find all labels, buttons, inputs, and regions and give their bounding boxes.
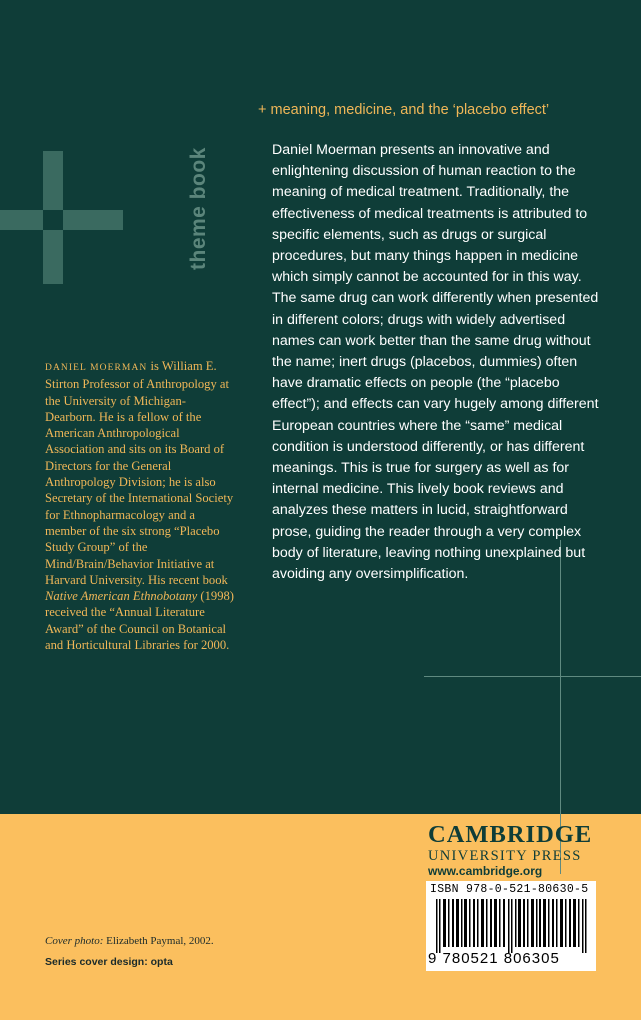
publisher-url[interactable]: www.cambridge.org	[428, 864, 543, 878]
publisher-logo	[428, 822, 592, 865]
decorative-cross-center	[43, 210, 63, 230]
author-name: DANIEL MOERMAN	[45, 363, 148, 373]
cover-photo-value: Elizabeth Paymal, 2002.	[103, 935, 214, 947]
barcode-bars	[430, 899, 592, 953]
author-bio-text-1: is William E. Stirton Professor of Anthropology at the University of Michigan-Dearborn. He is a fellow of the American Anthropological Association and sits on its Board of Directors for the General Anthropology Division; he is also Secretary of the International Society for Ethnopharmacology and a member of the six strong “Placebo Study Group” of the Mind/Brain/Behavior Initiative at Harvard University. His recent book	[45, 359, 234, 587]
series-design-credit: Series cover design: opta	[45, 956, 173, 968]
book-description: Daniel Moerman presents an innovative and enlightening discussion of human reaction to the meaning of medical treatment. Traditionally, the effectiveness of medical treatments is attributed to specific elements, such as drugs or surgical procedures, but many things happen in medicine which simply cannot be accounted for in this way. The same drug can work differently when presented in different colors; drugs with widely advertised names can work better than the same drug without the name; inert drugs (placebos, dummies) often have dramatic effects on people (the “placebo effect”); and effects can vary hugely among different European countries where the “same” medical condition is understood differently, or has different meanings. This is true for surgery as well as for internal medicine. This lively book reviews and analyzes these matters in lucid, straightforward prose, guiding the reader through a very complex body of literature, leaving nothing unexplained but avoiding any oversimplification.	[272, 142, 599, 583]
author-bio	[45, 358, 235, 653]
decorative-line-horizontal	[424, 676, 641, 677]
cover-photo-label: Cover photo:	[45, 935, 104, 947]
isbn-barcode	[426, 881, 596, 971]
publisher-name: CAMBRIDGE	[428, 821, 593, 848]
series-spine-label: theme book	[187, 147, 210, 270]
isbn-text: ISBN 978-0-521-80630-5	[430, 883, 589, 896]
author-bio-text-2: (1998) received the “Annual Literature Award” of the Council on Botanical and Horticultural Libraries for 2000.	[45, 589, 234, 653]
book-subtitle: + meaning, medicine, and the ‘placebo effect’	[258, 102, 550, 118]
publisher-press: UNIVERSITY PRESS	[428, 848, 582, 864]
author-book-title: Native American Ethnobotany	[45, 589, 198, 604]
barcode-number: 9 780521 806305	[428, 950, 560, 967]
cover-photo-credit	[45, 935, 214, 947]
